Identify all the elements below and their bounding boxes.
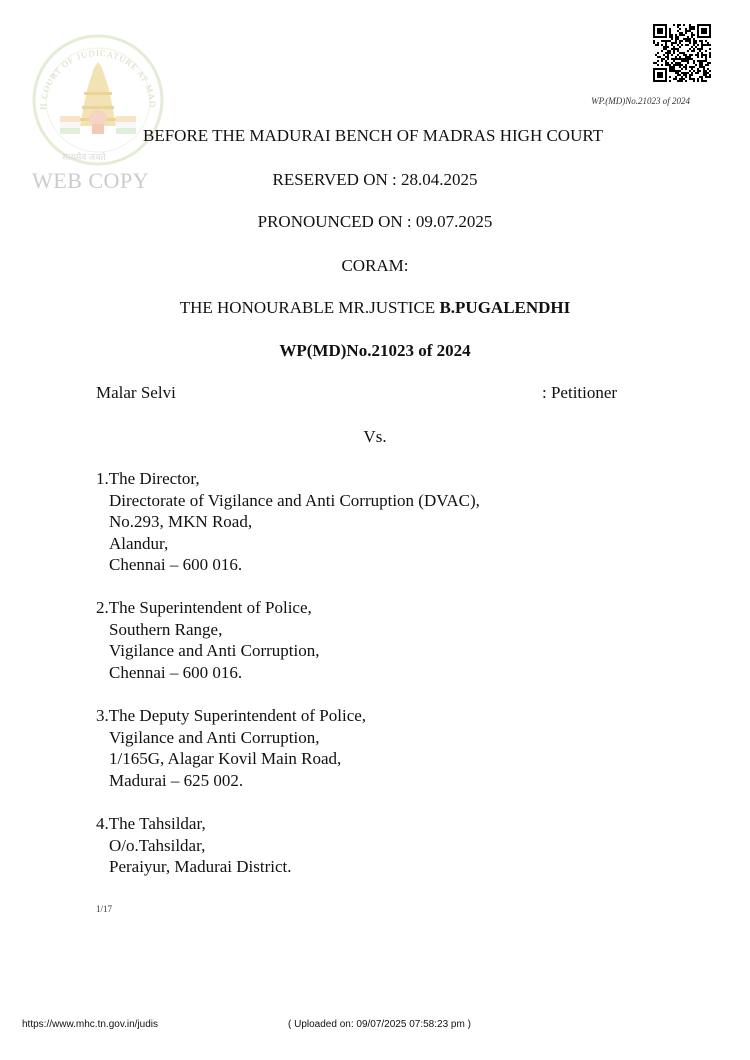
- respondent-1: [96, 468, 480, 576]
- respondent-2: [96, 597, 320, 683]
- web-copy-watermark: WEB COPY: [32, 168, 150, 193]
- respondent-4: [96, 813, 292, 878]
- petitioner-role: : Petitioner: [542, 383, 618, 402]
- coram-label: CORAM:: [341, 256, 409, 275]
- respondent-address-line: No.293, MKN Road,: [109, 512, 253, 531]
- respondent-address-line: Vigilance and Anti Corruption,: [109, 641, 320, 660]
- respondent-address-line: Chennai – 600 016.: [109, 555, 243, 574]
- respondent-address-line: Chennai – 600 016.: [109, 662, 243, 682]
- respondent-title: 2.The Superintendent of Police,: [96, 598, 312, 617]
- justice-name: B.PUGALENDHI: [439, 298, 571, 317]
- upload-timestamp: ( Uploaded on: 09/07/2025 07:58:23 pm ): [288, 1019, 471, 1030]
- page-number: 1/17: [96, 904, 113, 914]
- svg-text:HIGH COURT OF JUDICATURE AT MA: H COURT OF JUDICATURE AT MAD: [37, 47, 159, 110]
- judis-link[interactable]: https://www.mhc.tn.gov.in/judis: [22, 1019, 158, 1030]
- court-title: BEFORE THE MADURAI BENCH OF MADRAS HIGH COURT: [143, 126, 604, 145]
- qr-code-icon: [653, 24, 711, 82]
- justice-prefix: THE HONOURABLE MR.JUSTICE: [179, 298, 440, 317]
- respondent-title: 1.The Director,: [96, 469, 200, 488]
- respondent-address-line: Peraiyur, Madurai District.: [109, 857, 292, 876]
- respondent-address-line: Alandur,: [109, 533, 169, 553]
- respondent-title: 4.The Tahsildar,: [96, 814, 206, 833]
- petitioner-name: Malar Selvi: [96, 383, 176, 402]
- case-reference-header: WP.(MD)No.21023 of 2024: [591, 96, 690, 106]
- respondent-address-line: O/o.Tahsildar,: [109, 835, 206, 855]
- seal-motto: सत्यमेव जयते: [62, 152, 106, 162]
- respondent-address-line: Southern Range,: [109, 619, 223, 639]
- bench-justice: [0, 298, 750, 318]
- respondent-address-line: Madurai – 625 002.: [109, 770, 244, 790]
- versus-label: Vs.: [363, 427, 387, 446]
- reserved-on: RESERVED ON : 28.04.2025: [272, 170, 478, 189]
- respondent-address-line: 1/165G, Alagar Kovil Main Road,: [109, 749, 342, 768]
- respondent-address-line: Vigilance and Anti Corruption,: [109, 727, 320, 747]
- case-number: WP(MD)No.21023 of 2024: [279, 341, 471, 360]
- respondent-title: 3.The Deputy Superintendent of Police,: [96, 706, 367, 725]
- respondent-3: [96, 705, 366, 791]
- pronounced-on: PRONOUNCED ON : 09.07.2025: [257, 212, 493, 231]
- court-seal-watermark: [28, 30, 168, 170]
- respondent-address-line: Directorate of Vigilance and Anti Corruption (DVAC),: [109, 490, 480, 510]
